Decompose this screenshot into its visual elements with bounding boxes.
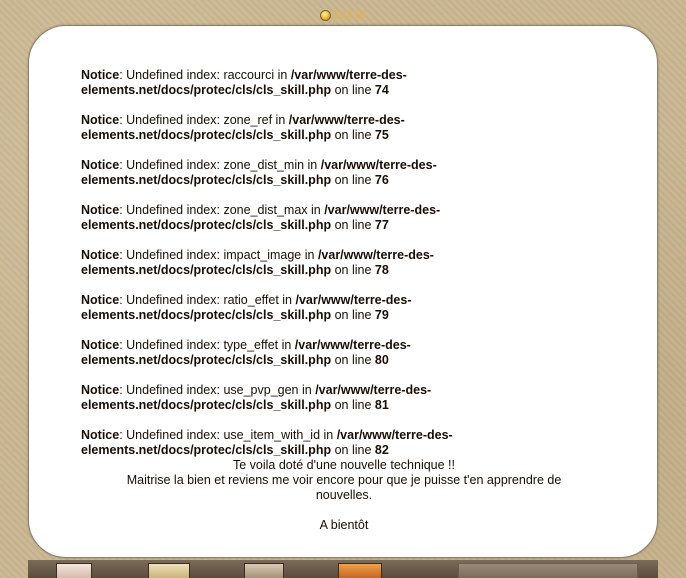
action-slot-5	[458, 563, 638, 578]
notice-text: : Undefined index: impact_image in	[119, 248, 318, 262]
notice-line: 76	[374, 173, 389, 187]
notice-label: Notice	[81, 428, 120, 442]
notice-path: /var/www/terre-des-elements.net/docs/protec/cls/cls_skill.php	[81, 338, 411, 367]
php-notice	[81, 293, 501, 323]
message-goodbye: A bientôt	[319, 518, 369, 532]
notice-label: Notice	[81, 113, 120, 127]
notice-path: /var/www/terre-des-elements.net/docs/protec/cls/cls_skill.php	[81, 383, 432, 412]
notice-path: /var/www/terre-des-elements.net/docs/protec/cls/cls_skill.php	[81, 293, 412, 322]
notice-label: Notice	[81, 293, 120, 307]
action-slot-2[interactable]	[148, 563, 190, 578]
notice-text: : Undefined index: use_pvp_gen in	[119, 383, 316, 397]
notice-line: 74	[374, 83, 389, 97]
notice-line: 82	[374, 443, 389, 457]
gold-counter	[0, 7, 686, 23]
notice-on-line: on line	[331, 353, 375, 367]
notice-text: : Undefined index: zone_ref in	[119, 113, 289, 127]
notice-text: : Undefined index: raccourci in	[119, 68, 291, 82]
notice-on-line: on line	[331, 218, 375, 232]
notice-line: 75	[374, 128, 389, 142]
php-notice	[81, 203, 501, 233]
notice-label: Notice	[81, 68, 120, 82]
notice-text: : Undefined index: use_item_with_id in	[119, 428, 337, 442]
notice-text: : Undefined index: ratio_effet in	[119, 293, 296, 307]
message-line-2: Maitrise la bien et reviens me voir encore pour que je puisse t'en apprendre de nouvelles.	[126, 473, 562, 502]
gold-amount: 26210	[332, 8, 367, 22]
php-notice	[81, 158, 501, 188]
notice-text: : Undefined index: zone_dist_max in	[119, 203, 325, 217]
notice-on-line: on line	[331, 308, 375, 322]
notice-label: Notice	[81, 203, 120, 217]
notice-label: Notice	[81, 338, 120, 352]
notice-path: /var/www/terre-des-elements.net/docs/protec/cls/cls_skill.php	[81, 248, 434, 277]
php-notice	[81, 113, 501, 143]
php-notice	[81, 248, 501, 278]
php-notice	[81, 338, 501, 368]
notice-path: /var/www/terre-des-elements.net/docs/protec/cls/cls_skill.php	[81, 68, 407, 97]
notice-path: /var/www/terre-des-elements.net/docs/protec/cls/cls_skill.php	[81, 203, 441, 232]
php-notice	[81, 68, 501, 98]
notice-text: : Undefined index: type_effet in	[119, 338, 295, 352]
notice-path: /var/www/terre-des-elements.net/docs/protec/cls/cls_skill.php	[81, 113, 405, 142]
php-notices	[81, 68, 501, 458]
notice-on-line: on line	[331, 398, 375, 412]
notice-on-line: on line	[331, 173, 375, 187]
coin-icon	[320, 10, 331, 21]
notice-on-line: on line	[331, 128, 375, 142]
notice-line: 78	[374, 263, 389, 277]
notice-label: Notice	[81, 158, 120, 172]
notice-path: /var/www/terre-des-elements.net/docs/protec/cls/cls_skill.php	[81, 158, 437, 187]
notice-label: Notice	[81, 248, 120, 262]
notice-line: 80	[374, 353, 389, 367]
message-line-1: Te voila doté d'une nouvelle technique !!	[233, 458, 455, 472]
notice-text: : Undefined index: zone_dist_min in	[119, 158, 321, 172]
action-slot-4[interactable]	[338, 563, 382, 578]
action-slot-1[interactable]	[56, 563, 92, 578]
action-bar	[28, 560, 658, 578]
action-slot-3[interactable]	[244, 563, 284, 578]
notice-on-line: on line	[331, 263, 375, 277]
php-notice	[81, 428, 501, 458]
notice-line: 81	[374, 398, 389, 412]
notice-line: 79	[374, 308, 389, 322]
notice-path: /var/www/terre-des-elements.net/docs/protec/cls/cls_skill.php	[81, 428, 453, 457]
notice-line: 77	[374, 218, 389, 232]
npc-dialog	[28, 25, 658, 558]
php-notice	[81, 383, 501, 413]
notice-on-line: on line	[331, 443, 375, 457]
npc-message	[99, 458, 589, 533]
notice-label: Notice	[81, 383, 120, 397]
notice-on-line: on line	[331, 83, 375, 97]
